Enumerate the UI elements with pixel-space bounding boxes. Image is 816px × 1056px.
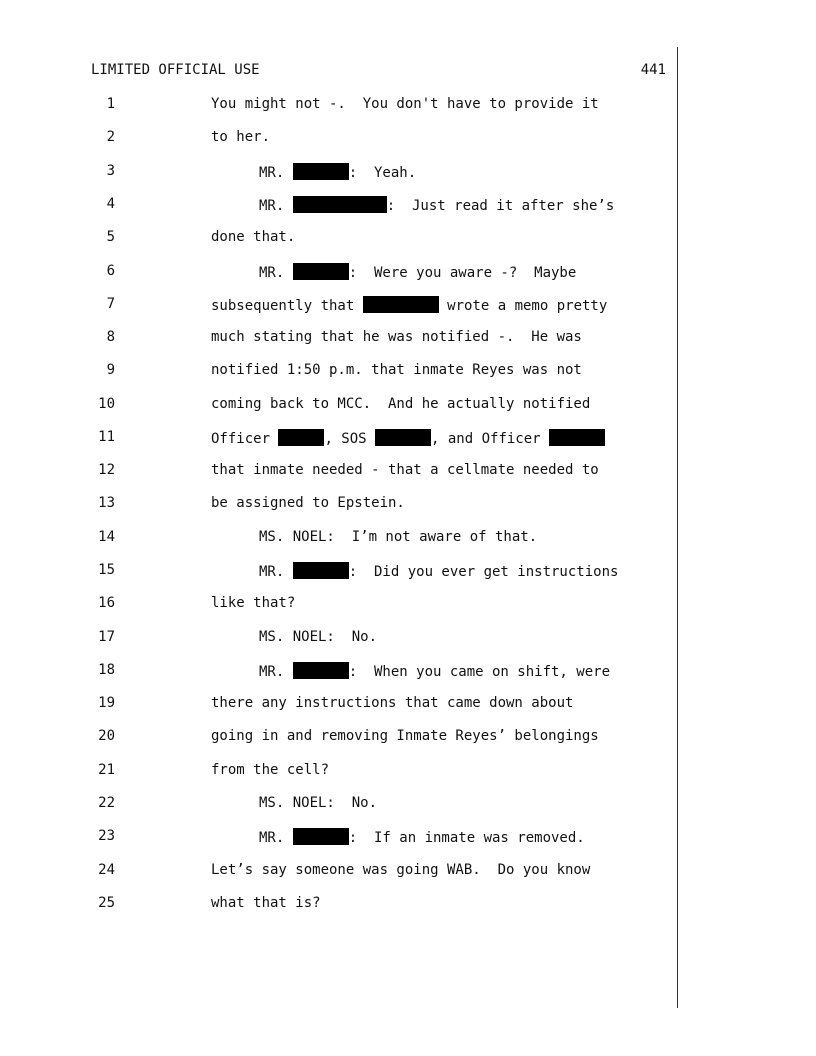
line-text: MR. : If an inmate was removed.	[259, 830, 585, 846]
line-number: 4	[106, 196, 115, 212]
transcript-line	[0, 862, 680, 886]
line-text: MR. : Did you ever get instructions	[259, 564, 619, 580]
transcript-line	[0, 196, 680, 220]
transcript-line	[0, 96, 680, 120]
line-number: 11	[98, 429, 115, 445]
line-number: 3	[106, 163, 115, 179]
line-text: Let’s say someone was going WAB. Do you know	[211, 862, 591, 878]
redaction-bar	[363, 296, 439, 313]
line-number: 25	[98, 895, 115, 911]
line-text: MS. NOEL: No.	[259, 795, 378, 811]
transcript-line	[0, 562, 680, 586]
line-text: MR. : Yeah.	[259, 165, 417, 181]
line-number: 17	[98, 629, 115, 645]
transcript-line	[0, 695, 680, 719]
line-number: 23	[98, 828, 115, 844]
line-number: 16	[98, 595, 115, 611]
classification-header: LIMITED OFFICIAL USE	[91, 62, 260, 78]
transcript-line	[0, 495, 680, 519]
redaction-bar	[375, 429, 431, 446]
line-number: 13	[98, 495, 115, 511]
transcript-line	[0, 728, 680, 752]
line-text: much stating that he was notified -. He was	[211, 329, 582, 345]
transcript-line	[0, 795, 680, 819]
line-number: 19	[98, 695, 115, 711]
line-number: 18	[98, 662, 115, 678]
transcript-line	[0, 163, 680, 187]
transcript-line	[0, 263, 680, 287]
line-number: 20	[98, 728, 115, 744]
redaction-bar	[293, 163, 349, 180]
redaction-bar	[293, 828, 349, 845]
line-text: done that.	[211, 229, 296, 245]
line-text: Officer , SOS , and Officer	[211, 429, 605, 447]
line-text: notified 1:50 p.m. that inmate Reyes was not	[211, 362, 582, 378]
line-number: 2	[106, 129, 115, 145]
line-number: 15	[98, 562, 115, 578]
transcript-line	[0, 362, 680, 386]
line-number: 24	[98, 862, 115, 878]
transcript-line	[0, 662, 680, 686]
line-text: You might not -. You don't have to provide it	[211, 96, 599, 112]
transcript-line	[0, 429, 680, 453]
line-text: like that?	[211, 595, 296, 611]
transcript-line	[0, 329, 680, 353]
line-text: coming back to MCC. And he actually notified	[211, 396, 591, 412]
transcript-line	[0, 462, 680, 486]
redaction-bar	[293, 263, 349, 280]
transcript-line	[0, 529, 680, 553]
transcript-line	[0, 396, 680, 420]
redaction-bar	[293, 196, 387, 213]
transcript-line	[0, 828, 680, 852]
line-number: 12	[98, 462, 115, 478]
transcript-line	[0, 229, 680, 253]
line-number: 7	[106, 296, 115, 312]
line-text: to her.	[211, 129, 271, 145]
line-number: 10	[98, 396, 115, 412]
line-text: be assigned to Epstein.	[211, 495, 405, 511]
line-text: subsequently that wrote a memo pretty	[211, 298, 608, 314]
line-number: 22	[98, 795, 115, 811]
line-number: 9	[106, 362, 115, 378]
line-text: MR. : When you came on shift, were	[259, 664, 611, 680]
line-number: 21	[98, 762, 115, 778]
line-number: 1	[106, 96, 115, 112]
redaction-bar	[293, 662, 349, 679]
transcript-line	[0, 762, 680, 786]
page-number: 441	[640, 62, 666, 78]
line-number: 14	[98, 529, 115, 545]
line-text: going in and removing Inmate Reyes’ belongings	[211, 728, 599, 744]
transcript-line	[0, 629, 680, 653]
redaction-bar	[278, 429, 324, 446]
redaction-bar	[293, 562, 349, 579]
redaction-bar	[549, 429, 605, 446]
line-text: what that is?	[211, 895, 321, 911]
line-text: that inmate needed - that a cellmate needed to	[211, 462, 599, 478]
line-number: 8	[106, 329, 115, 345]
line-text: there any instructions that came down about	[211, 695, 574, 711]
transcript-line	[0, 129, 680, 153]
line-number: 5	[106, 229, 115, 245]
line-text: MR. : Were you aware -? Maybe	[259, 265, 577, 281]
transcript-line	[0, 895, 680, 919]
line-text: MS. NOEL: No.	[259, 629, 378, 645]
line-number: 6	[106, 263, 115, 279]
line-text: from the cell?	[211, 762, 330, 778]
transcript-line	[0, 595, 680, 619]
line-text: MR. : Just read it after she’s	[259, 198, 615, 214]
transcript-line	[0, 296, 680, 320]
line-text: MS. NOEL: I’m not aware of that.	[259, 529, 538, 545]
